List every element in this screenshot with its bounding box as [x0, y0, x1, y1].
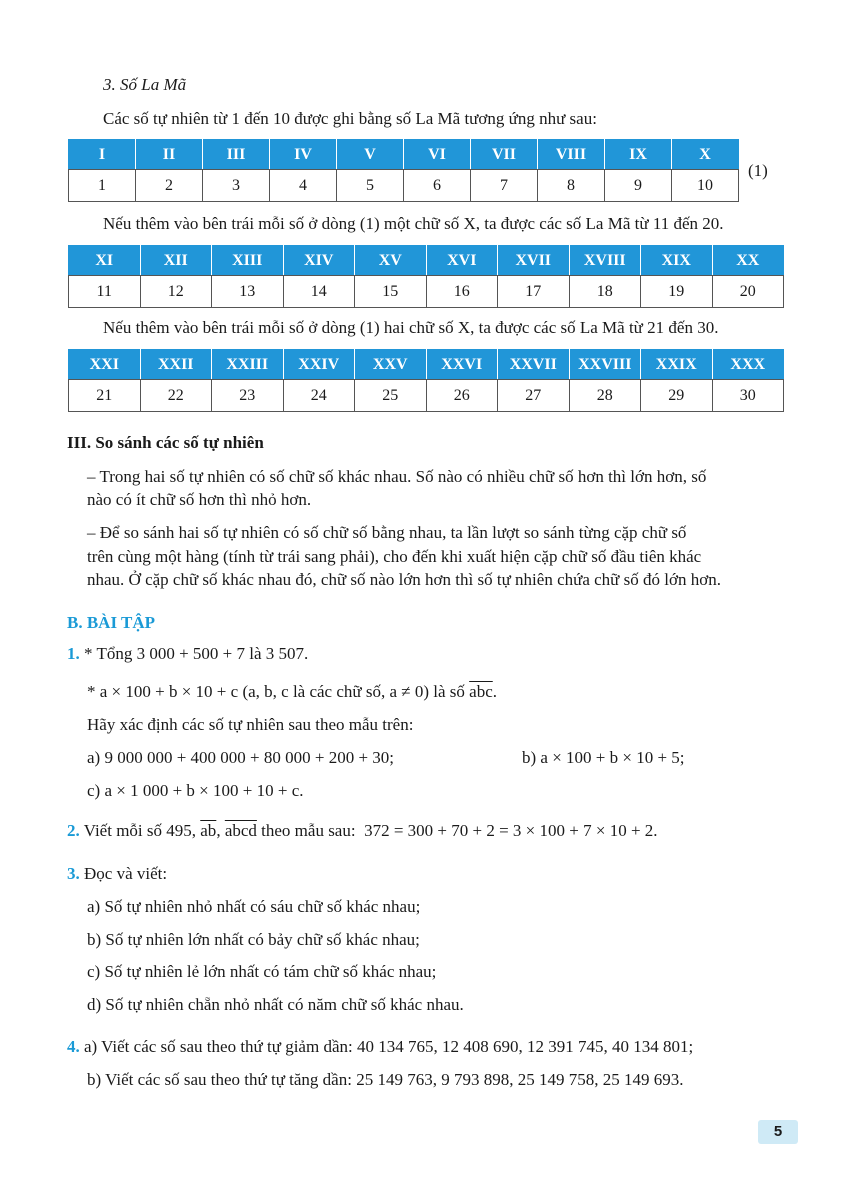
roman-cell: XXII: [140, 350, 212, 380]
section-iii-title: III. So sánh các số tự nhiên: [67, 433, 264, 452]
roman-cell: VIII: [538, 140, 605, 170]
roman-cell: XXVIII: [569, 350, 641, 380]
roman-cell: III: [203, 140, 270, 170]
arabic-cell: 23: [212, 380, 284, 412]
roman-cell: XXV: [355, 350, 427, 380]
roman-cell: I: [69, 140, 136, 170]
roman-cell: VI: [404, 140, 471, 170]
section-title-roman: 3. Số La Mã: [103, 75, 187, 94]
exercise-1-period: .: [492, 682, 497, 701]
exercise-1c: c) a × 1 000 + b × 100 + 10 + c.: [87, 781, 304, 800]
arabic-cell: 19: [641, 276, 713, 308]
arabic-cell: 20: [712, 276, 784, 308]
arabic-cell: 11: [69, 276, 141, 308]
note-11-20: Nếu thêm vào bên trái mỗi số ở dòng (1) một chữ số X, ta được các số La Mã từ 11 đến 20.: [103, 214, 724, 233]
roman-table-2: [68, 245, 784, 308]
arabic-cell: 13: [212, 276, 284, 308]
arabic-cell: 29: [641, 380, 713, 412]
roman-cell: IV: [270, 140, 337, 170]
exercise-2-comma: ,: [216, 821, 225, 840]
exercise-4b: b) Viết các số sau theo thứ tự tăng dần: 25 149 763, 9 793 898, 25 149 758, 25 149 693.: [87, 1070, 684, 1089]
exercises-title: B. BÀI TẬP: [67, 613, 156, 632]
roman-cell: IX: [605, 140, 672, 170]
rule1-line1: – Trong hai số tự nhiên có số chữ số khác nhau. Số nào có nhiều chữ số hơn thì lớn hơn, số: [87, 467, 707, 486]
arabic-cell: 4: [270, 170, 337, 202]
roman-cell: XV: [355, 246, 427, 276]
arabic-cell: 22: [140, 380, 212, 412]
exercise-3-title-line: [67, 863, 167, 885]
roman-cell: XII: [140, 246, 212, 276]
arabic-cell: 9: [605, 170, 672, 202]
page-number: 5: [758, 1120, 798, 1144]
arabic-cell: 10: [672, 170, 739, 202]
rule1-line2: nào có ít chữ số hơn thì nhỏ hơn.: [87, 490, 312, 509]
roman-cell: XXIV: [283, 350, 355, 380]
roman-table-1: [68, 139, 739, 202]
exercise-1b: b) a × 100 + b × 10 + 5;: [522, 748, 685, 767]
arabic-cell: 27: [498, 380, 570, 412]
arabic-cell: 21: [69, 380, 141, 412]
arabic-cell: 7: [471, 170, 538, 202]
arabic-cell: 3: [203, 170, 270, 202]
exercise-3-title: Đọc và viết:: [84, 864, 168, 883]
roman-cell: XXIII: [212, 350, 284, 380]
exercise-3-number: 3.: [67, 864, 80, 883]
arabic-cell: 28: [569, 380, 641, 412]
exercise-1-number: 1.: [67, 644, 80, 663]
roman-cell: XXVI: [426, 350, 498, 380]
arabic-cell: 5: [337, 170, 404, 202]
arabic-cell: 14: [283, 276, 355, 308]
roman-cell: XXIX: [641, 350, 713, 380]
note-21-30: Nếu thêm vào bên trái mỗi số ở dòng (1) hai chữ số X, ta được các số La Mã từ 21 đến 30.: [103, 318, 719, 337]
roman-cell: XVII: [498, 246, 570, 276]
roman-cell: XVI: [426, 246, 498, 276]
exercise-4a: a) Viết các số sau theo thứ tự giảm dần: 40 134 765, 12 408 690, 12 391 745, 40 134 801;: [84, 1037, 694, 1056]
rule2-line3: nhau. Ở cặp chữ số khác nhau đó, chữ số nào lớn hơn thì số tự nhiên chứa chữ số đó lớn hơn.: [87, 570, 721, 589]
row-marker: (1): [748, 161, 768, 180]
arabic-cell: 26: [426, 380, 498, 412]
roman-cell: XIII: [212, 246, 284, 276]
arabic-cell: 12: [140, 276, 212, 308]
overline-abcd: abcd: [224, 821, 257, 840]
exercise-1-line2: [87, 681, 497, 703]
arabic-cell: 25: [355, 380, 427, 412]
exercise-1-formula: * a × 100 + b × 10 + c (a, b, c là các chữ số, a ≠ 0) là số: [87, 682, 470, 701]
exercise-1-instruction: Hãy xác định các số tự nhiên sau theo mẫu trên:: [87, 715, 414, 734]
exercise-2-example: 372 = 300 + 70 + 2 = 3 × 100 + 7 × 10 + 2.: [364, 821, 658, 840]
roman-table-3: [68, 349, 784, 412]
roman-cell: XXX: [712, 350, 784, 380]
exercise-4-number: 4.: [67, 1037, 80, 1056]
roman-cell: XIV: [283, 246, 355, 276]
roman-cell: XX: [712, 246, 784, 276]
arabic-cell: 30: [712, 380, 784, 412]
roman-cell: XI: [69, 246, 141, 276]
intro-text: Các số tự nhiên từ 1 đến 10 được ghi bằng số La Mã tương ứng như sau:: [103, 109, 597, 128]
roman-cell: II: [136, 140, 203, 170]
roman-cell: XVIII: [569, 246, 641, 276]
rule2-line2: trên cùng một hàng (tính từ trái sang phải), cho đến khi xuất hiện cặp chữ số đầu tiên khác: [87, 547, 702, 566]
rule2-line1: – Để so sánh hai số tự nhiên có số chữ số bằng nhau, ta lần lượt so sánh từng cặp chữ số: [87, 523, 687, 542]
roman-cell: XIX: [641, 246, 713, 276]
arabic-cell: 24: [283, 380, 355, 412]
roman-cell: V: [337, 140, 404, 170]
exercise-3c: c) Số tự nhiên lẻ lớn nhất có tám chữ số khác nhau;: [87, 962, 437, 981]
exercise-1-text: * Tổng 3 000 + 500 + 7 là 3 507.: [84, 644, 309, 663]
roman-cell: X: [672, 140, 739, 170]
exercise-4-line1: [67, 1036, 693, 1058]
arabic-cell: 1: [69, 170, 136, 202]
arabic-cell: 2: [136, 170, 203, 202]
arabic-cell: 6: [404, 170, 471, 202]
arabic-cell: 15: [355, 276, 427, 308]
exercise-1a: a) 9 000 000 + 400 000 + 80 000 + 200 + 30;: [87, 748, 395, 767]
exercise-2: [67, 820, 658, 842]
roman-cell: VII: [471, 140, 538, 170]
exercise-3b: b) Số tự nhiên lớn nhất có bảy chữ số khác nhau;: [87, 930, 420, 949]
overline-abc: $\overline{abc}$: [469, 682, 493, 701]
arabic-cell: 8: [538, 170, 605, 202]
roman-cell: XXVII: [498, 350, 570, 380]
exercise-2-text: Viết mỗi số 495,: [83, 821, 201, 840]
roman-cell: XXI: [69, 350, 141, 380]
overline-ab: $\overline{ab}$: [200, 821, 217, 840]
exercise-1-line1: [67, 643, 308, 665]
arabic-cell: 17: [498, 276, 570, 308]
exercise-2-post: theo mẫu sau:: [256, 821, 356, 840]
arabic-cell: 18: [569, 276, 641, 308]
exercise-3d: d) Số tự nhiên chẵn nhỏ nhất có năm chữ số khác nhau.: [87, 995, 464, 1014]
exercise-3a: a) Số tự nhiên nhỏ nhất có sáu chữ số khác nhau;: [87, 897, 421, 916]
exercise-2-number: 2.: [67, 821, 80, 840]
arabic-cell: 16: [426, 276, 498, 308]
